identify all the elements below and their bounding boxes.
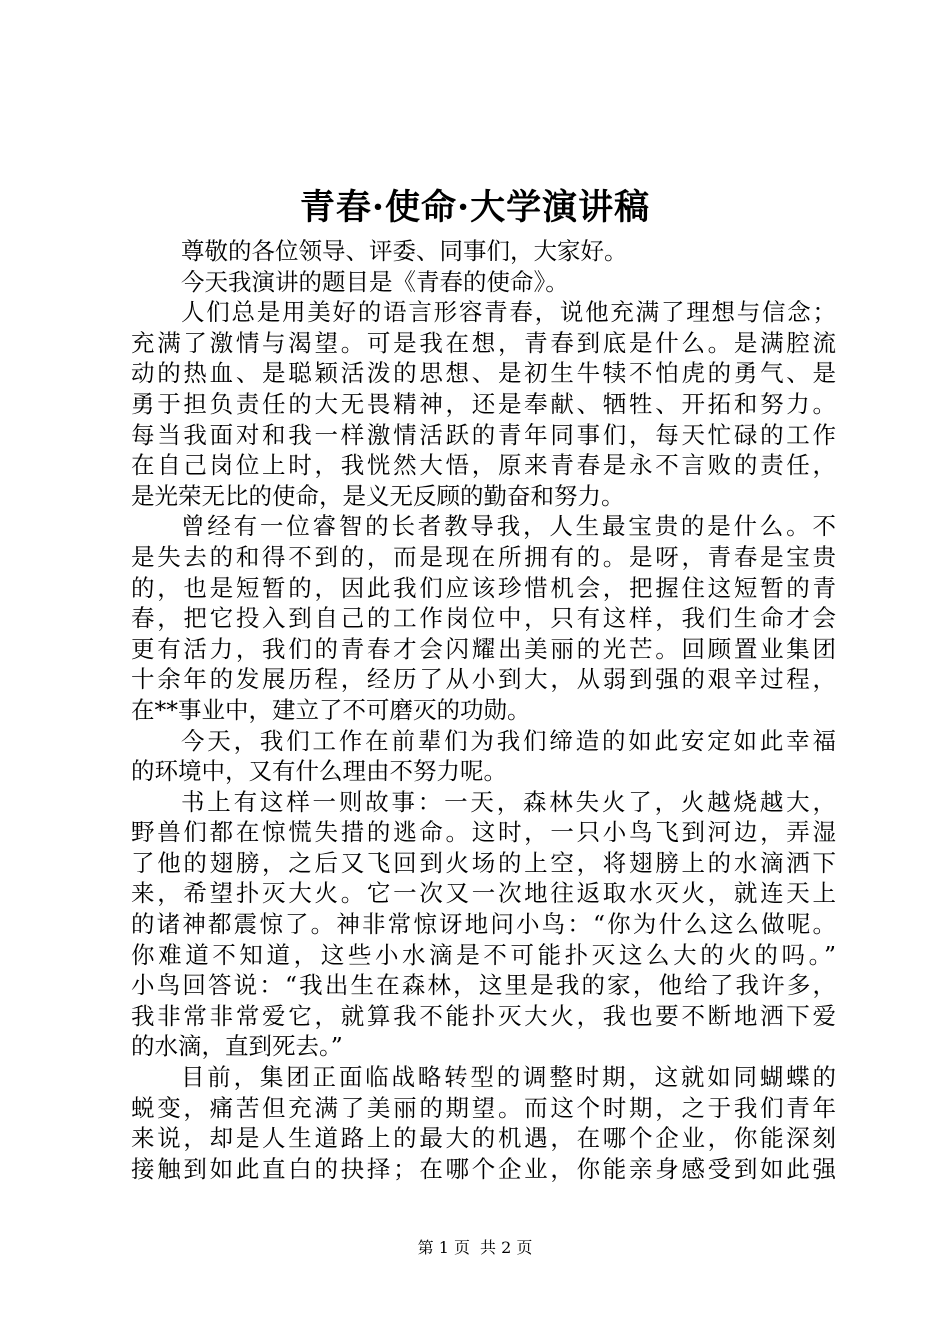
text-line: 的环境中，又有什么理由不努力呢。 xyxy=(131,757,507,786)
text-line: 动的热血、是聪颖活泼的思想、是初生牛犊不怕虎的勇气、是 xyxy=(131,359,836,388)
text-line: 小鸟回答说：“我出生在森林，这里是我的家，他给了我许多， xyxy=(131,971,836,1000)
text-line: 蜕变，痛苦但充满了美丽的期望。而这个时期，之于我们青年 xyxy=(131,1093,836,1122)
text-line: 在**事业中，建立了不可磨灭的功勋。 xyxy=(131,695,531,724)
text-line: 你难道不知道，这些小水滴是不可能扑灭这么大的火的吗。” xyxy=(131,940,836,969)
text-line: 人们总是用美好的语言形容青春，说他充满了理想与信念； xyxy=(181,298,836,327)
text-line: 春，把它投入到自己的工作岗位中，只有这样，我们生命才会 xyxy=(131,604,836,633)
text-line: 的诸神都震惊了。神非常惊讶地问小鸟：“你为什么这么做呢。 xyxy=(131,910,836,939)
text-line: 今天我演讲的题目是《青春的使命》。 xyxy=(181,267,569,296)
page-footer xyxy=(0,1238,950,1258)
text-line: 充满了激情与渴望。可是我在想，青春到底是什么。是满腔流 xyxy=(131,328,836,357)
text-line: 今天，我们工作在前辈们为我们缔造的如此安定如此幸福 xyxy=(181,726,836,755)
text-line: 我非常非常爱它，就算我不能扑灭大火，我也要不断地洒下爱 xyxy=(131,1001,836,1030)
text-line: 书上有这样一则故事：一天，森林失火了，火越烧越大， xyxy=(181,787,836,816)
text-line: 曾经有一位睿智的长者教导我，人生最宝贵的是什么。不 xyxy=(181,512,836,541)
text-line: 了他的翅膀，之后又飞回到火场的上空，将翅膀上的水滴洒下 xyxy=(131,848,836,877)
text-line: 来说，却是人生道路上的最大的机遇，在哪个企业，你能深刻 xyxy=(131,1124,836,1153)
text-line: 是失去的和得不到的，而是现在所拥有的。是呀，青春是宝贵 xyxy=(131,542,836,571)
text-line: 来，希望扑灭大火。它一次又一次地往返取水灭火，就连天上 xyxy=(131,879,836,908)
text-line: 尊敬的各位领导、评委、同事们，大家好。 xyxy=(181,237,628,265)
text-line: 十余年的发展历程，经历了从小到大，从弱到强的艰辛过程， xyxy=(131,665,836,694)
text-line: 目前，集团正面临战略转型的调整时期，这就如同蝴蝶的 xyxy=(181,1063,836,1092)
document-title: 青春·使命·大学演讲稿 xyxy=(299,187,651,228)
page-total: 共 2 页 xyxy=(480,1238,533,1257)
document-body xyxy=(131,236,836,1184)
text-line: 接触到如此直白的抉择；在哪个企业，你能亲身感受到如此强 xyxy=(131,1154,836,1183)
text-line: 在自己岗位上时，我恍然大悟，原来青春是永不言败的责任， xyxy=(131,451,836,480)
text-line: 野兽们都在惊慌失措的逃命。这时，一只小鸟飞到河边，弄湿 xyxy=(131,818,836,847)
page-number: 第 1 页 xyxy=(417,1238,470,1257)
text-line: 的，也是短暂的，因此我们应该珍惜机会，把握住这短暂的青 xyxy=(131,573,836,602)
text-line: 是光荣无比的使命，是义无反顾的勤奋和努力。 xyxy=(131,481,625,510)
text-line: 勇于担负责任的大无畏精神，还是奉献、牺牲、开拓和努力。 xyxy=(131,389,836,418)
text-line: 更有活力，我们的青春才会闪耀出美丽的光芒。回顾置业集团 xyxy=(131,634,836,663)
text-line: 每当我面对和我一样激情活跃的青年同事们，每天忙碌的工作 xyxy=(131,420,836,449)
text-line: 的水滴，直到死去。” xyxy=(131,1032,343,1061)
